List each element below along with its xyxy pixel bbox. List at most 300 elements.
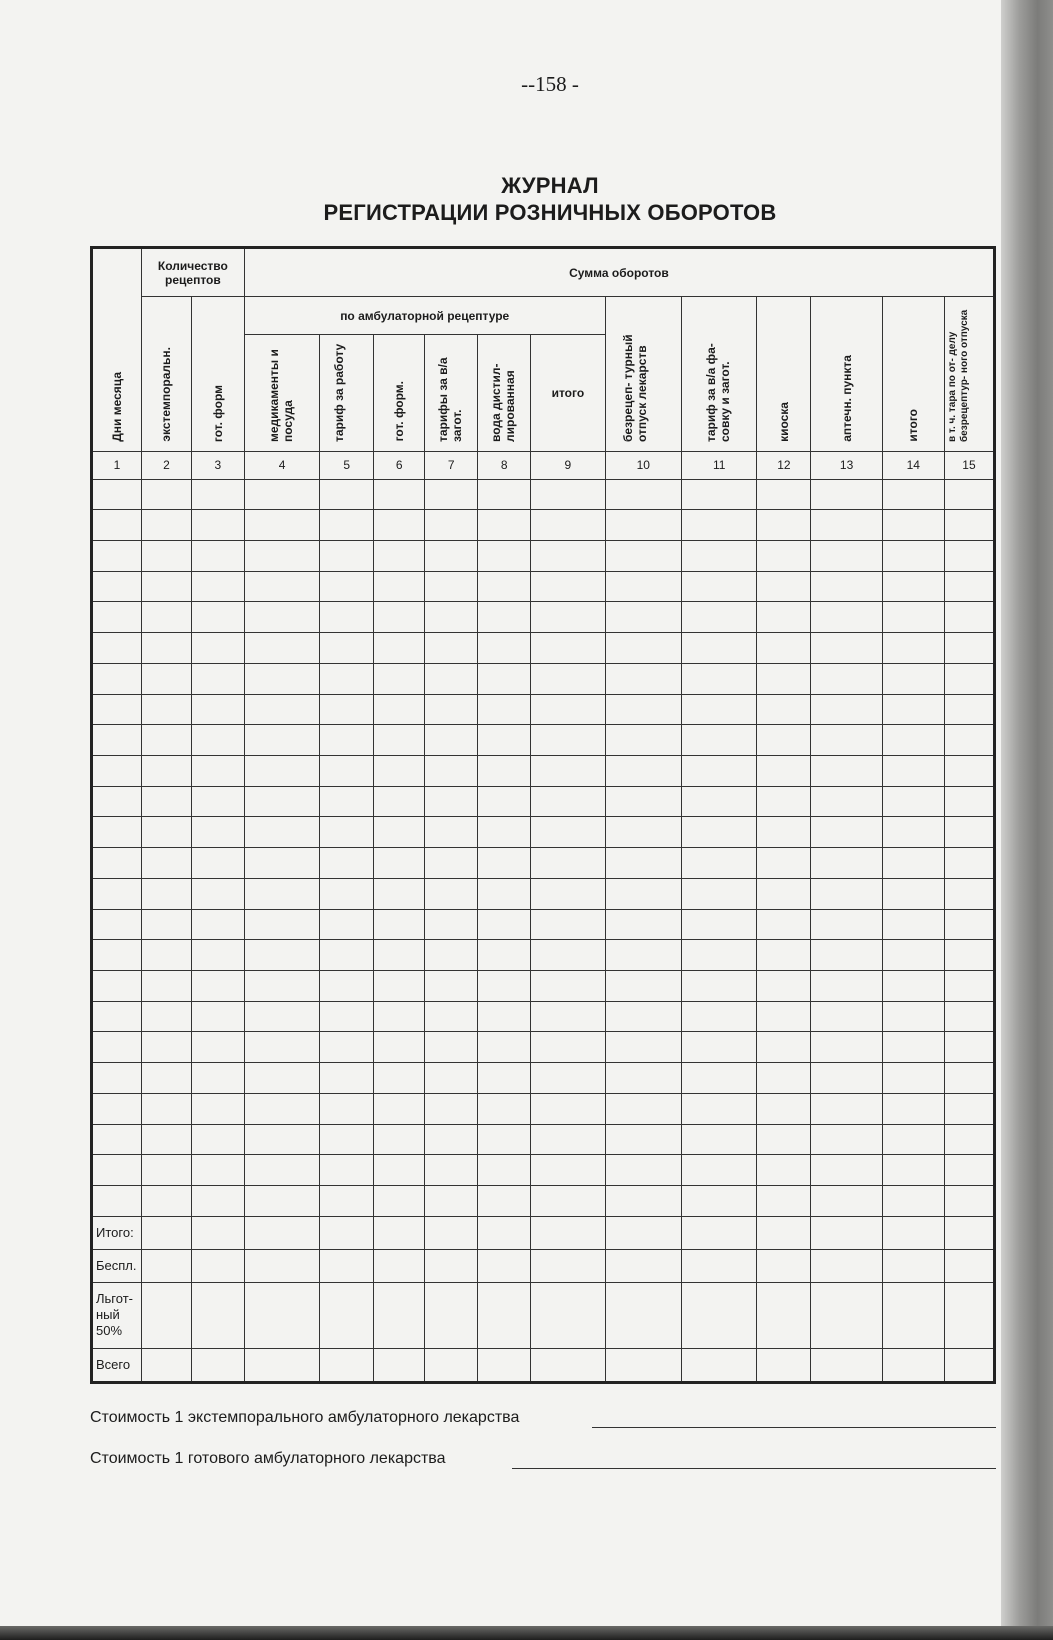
table-cell[interactable]	[531, 571, 605, 602]
table-cell[interactable]	[757, 1063, 811, 1094]
table-cell[interactable]	[944, 878, 994, 909]
table-cell[interactable]	[605, 479, 681, 510]
table-cell[interactable]	[244, 848, 319, 879]
table-cell[interactable]	[374, 725, 425, 756]
table-cell[interactable]	[191, 878, 244, 909]
table-cell[interactable]	[374, 633, 425, 664]
table-cell[interactable]	[92, 1186, 142, 1217]
table-cell[interactable]	[478, 971, 531, 1002]
table-cell[interactable]	[141, 878, 191, 909]
table-cell[interactable]	[320, 755, 374, 786]
table-cell[interactable]	[374, 1155, 425, 1186]
table-cell[interactable]	[191, 1186, 244, 1217]
table-cell[interactable]	[882, 633, 944, 664]
table-cell[interactable]	[478, 602, 531, 633]
table-cell[interactable]	[682, 878, 757, 909]
table-cell[interactable]	[682, 694, 757, 725]
table-cell[interactable]	[244, 940, 319, 971]
table-cell[interactable]	[478, 755, 531, 786]
table-cell[interactable]	[811, 971, 882, 1002]
table-cell[interactable]	[605, 786, 681, 817]
table-cell[interactable]	[191, 479, 244, 510]
table-cell[interactable]	[757, 909, 811, 940]
table-cell[interactable]	[92, 878, 142, 909]
table-cell[interactable]	[425, 663, 478, 694]
table-cell[interactable]	[682, 725, 757, 756]
table-cell[interactable]	[141, 540, 191, 571]
table-cell[interactable]	[425, 786, 478, 817]
table-cell[interactable]	[141, 909, 191, 940]
table-cell[interactable]	[811, 909, 882, 940]
table-cell[interactable]	[682, 1063, 757, 1094]
table-cell[interactable]	[191, 817, 244, 848]
table-cell[interactable]	[244, 1186, 319, 1217]
table-cell[interactable]	[757, 1093, 811, 1124]
table-cell[interactable]	[425, 633, 478, 664]
table-cell[interactable]	[605, 725, 681, 756]
table-cell[interactable]	[191, 725, 244, 756]
table-cell[interactable]	[682, 1093, 757, 1124]
table-cell[interactable]	[374, 1032, 425, 1063]
table-cell[interactable]	[320, 971, 374, 1002]
table-cell[interactable]	[374, 694, 425, 725]
table-cell[interactable]	[605, 1186, 681, 1217]
table-cell[interactable]	[92, 663, 142, 694]
table-cell[interactable]	[882, 540, 944, 571]
table-cell[interactable]	[374, 755, 425, 786]
table-cell[interactable]	[191, 755, 244, 786]
table-cell[interactable]	[425, 971, 478, 1002]
table-cell[interactable]	[882, 1032, 944, 1063]
table-cell[interactable]	[531, 971, 605, 1002]
table-cell[interactable]	[92, 909, 142, 940]
table-cell[interactable]	[605, 940, 681, 971]
table-cell[interactable]	[191, 971, 244, 1002]
table-cell[interactable]	[944, 602, 994, 633]
table-cell[interactable]	[944, 694, 994, 725]
table-cell[interactable]	[478, 786, 531, 817]
table-cell[interactable]	[605, 848, 681, 879]
table-cell[interactable]	[682, 510, 757, 541]
table-cell[interactable]	[478, 510, 531, 541]
table-cell[interactable]	[425, 1001, 478, 1032]
table-cell[interactable]	[682, 909, 757, 940]
table-cell[interactable]	[605, 1124, 681, 1155]
table-cell[interactable]	[374, 1186, 425, 1217]
table-cell[interactable]	[757, 725, 811, 756]
table-cell[interactable]	[605, 909, 681, 940]
table-cell[interactable]	[425, 1032, 478, 1063]
table-cell[interactable]	[882, 1124, 944, 1155]
table-cell[interactable]	[811, 1001, 882, 1032]
table-cell[interactable]	[374, 971, 425, 1002]
table-cell[interactable]	[141, 1155, 191, 1186]
table-cell[interactable]	[92, 540, 142, 571]
table-cell[interactable]	[244, 1124, 319, 1155]
table-cell[interactable]	[244, 725, 319, 756]
table-cell[interactable]	[478, 817, 531, 848]
table-cell[interactable]	[811, 786, 882, 817]
table-cell[interactable]	[531, 602, 605, 633]
table-cell[interactable]	[531, 725, 605, 756]
fill-line-extemporal[interactable]	[592, 1427, 996, 1428]
table-cell[interactable]	[191, 571, 244, 602]
table-cell[interactable]	[811, 510, 882, 541]
table-cell[interactable]	[811, 540, 882, 571]
table-cell[interactable]	[531, 755, 605, 786]
table-cell[interactable]	[605, 1001, 681, 1032]
table-cell[interactable]	[374, 909, 425, 940]
table-cell[interactable]	[882, 571, 944, 602]
table-cell[interactable]	[605, 971, 681, 1002]
table-cell[interactable]	[425, 479, 478, 510]
table-cell[interactable]	[531, 878, 605, 909]
table-cell[interactable]	[320, 1032, 374, 1063]
table-cell[interactable]	[92, 571, 142, 602]
table-cell[interactable]	[320, 940, 374, 971]
table-cell[interactable]	[141, 1186, 191, 1217]
table-cell[interactable]	[682, 786, 757, 817]
table-cell[interactable]	[811, 663, 882, 694]
table-cell[interactable]	[882, 694, 944, 725]
table-cell[interactable]	[320, 602, 374, 633]
table-cell[interactable]	[682, 540, 757, 571]
table-cell[interactable]	[944, 909, 994, 940]
table-cell[interactable]	[944, 540, 994, 571]
table-cell[interactable]	[882, 971, 944, 1002]
table-cell[interactable]	[478, 663, 531, 694]
table-cell[interactable]	[374, 510, 425, 541]
table-cell[interactable]	[244, 971, 319, 1002]
table-cell[interactable]	[605, 1032, 681, 1063]
table-cell[interactable]	[320, 848, 374, 879]
table-cell[interactable]	[944, 848, 994, 879]
table-cell[interactable]	[92, 1063, 142, 1094]
table-cell[interactable]	[425, 1124, 478, 1155]
table-cell[interactable]	[478, 1063, 531, 1094]
table-cell[interactable]	[244, 1093, 319, 1124]
table-cell[interactable]	[682, 848, 757, 879]
table-cell[interactable]	[374, 540, 425, 571]
table-cell[interactable]	[425, 878, 478, 909]
table-cell[interactable]	[531, 1155, 605, 1186]
table-cell[interactable]	[811, 694, 882, 725]
table-cell[interactable]	[605, 878, 681, 909]
table-cell[interactable]	[191, 848, 244, 879]
table-cell[interactable]	[374, 848, 425, 879]
table-cell[interactable]	[882, 479, 944, 510]
table-cell[interactable]	[244, 602, 319, 633]
table-cell[interactable]	[882, 663, 944, 694]
table-cell[interactable]	[757, 848, 811, 879]
table-cell[interactable]	[425, 1155, 478, 1186]
table-cell[interactable]	[882, 1063, 944, 1094]
table-cell[interactable]	[882, 1155, 944, 1186]
table-cell[interactable]	[811, 940, 882, 971]
table-cell[interactable]	[531, 848, 605, 879]
table-cell[interactable]	[191, 602, 244, 633]
table-cell[interactable]	[425, 755, 478, 786]
table-cell[interactable]	[682, 940, 757, 971]
table-cell[interactable]	[811, 1093, 882, 1124]
table-cell[interactable]	[191, 940, 244, 971]
table-cell[interactable]	[92, 479, 142, 510]
table-cell[interactable]	[531, 479, 605, 510]
table-cell[interactable]	[478, 540, 531, 571]
table-cell[interactable]	[374, 817, 425, 848]
table-cell[interactable]	[374, 878, 425, 909]
table-cell[interactable]	[882, 1186, 944, 1217]
table-cell[interactable]	[92, 817, 142, 848]
table-cell[interactable]	[811, 479, 882, 510]
table-cell[interactable]	[882, 817, 944, 848]
table-cell[interactable]	[944, 1155, 994, 1186]
table-cell[interactable]	[425, 1186, 478, 1217]
table-cell[interactable]	[478, 1186, 531, 1217]
table-cell[interactable]	[605, 571, 681, 602]
table-cell[interactable]	[191, 1032, 244, 1063]
table-cell[interactable]	[882, 510, 944, 541]
table-cell[interactable]	[374, 1063, 425, 1094]
table-cell[interactable]	[757, 540, 811, 571]
table-cell[interactable]	[757, 571, 811, 602]
table-cell[interactable]	[944, 1001, 994, 1032]
table-cell[interactable]	[682, 663, 757, 694]
table-cell[interactable]	[811, 878, 882, 909]
table-cell[interactable]	[882, 940, 944, 971]
table-cell[interactable]	[882, 878, 944, 909]
table-cell[interactable]	[811, 1063, 882, 1094]
table-cell[interactable]	[425, 540, 478, 571]
table-cell[interactable]	[478, 571, 531, 602]
table-cell[interactable]	[374, 1093, 425, 1124]
table-cell[interactable]	[141, 479, 191, 510]
table-cell[interactable]	[141, 817, 191, 848]
table-cell[interactable]	[320, 633, 374, 664]
table-cell[interactable]	[882, 1001, 944, 1032]
table-cell[interactable]	[757, 817, 811, 848]
table-cell[interactable]	[811, 571, 882, 602]
table-cell[interactable]	[320, 540, 374, 571]
table-cell[interactable]	[811, 602, 882, 633]
table-cell[interactable]	[811, 1124, 882, 1155]
table-cell[interactable]	[478, 1155, 531, 1186]
table-cell[interactable]	[92, 602, 142, 633]
table-cell[interactable]	[605, 1093, 681, 1124]
table-cell[interactable]	[320, 786, 374, 817]
table-cell[interactable]	[425, 940, 478, 971]
table-cell[interactable]	[191, 694, 244, 725]
table-cell[interactable]	[141, 971, 191, 1002]
table-cell[interactable]	[92, 971, 142, 1002]
table-cell[interactable]	[882, 786, 944, 817]
table-cell[interactable]	[531, 540, 605, 571]
table-cell[interactable]	[191, 1155, 244, 1186]
table-cell[interactable]	[757, 694, 811, 725]
table-cell[interactable]	[244, 909, 319, 940]
table-cell[interactable]	[191, 663, 244, 694]
table-cell[interactable]	[605, 663, 681, 694]
table-cell[interactable]	[478, 694, 531, 725]
table-cell[interactable]	[244, 540, 319, 571]
table-cell[interactable]	[944, 479, 994, 510]
table-cell[interactable]	[141, 1063, 191, 1094]
table-cell[interactable]	[944, 971, 994, 1002]
table-cell[interactable]	[478, 479, 531, 510]
table-cell[interactable]	[191, 510, 244, 541]
table-cell[interactable]	[811, 1186, 882, 1217]
table-cell[interactable]	[425, 571, 478, 602]
table-cell[interactable]	[605, 694, 681, 725]
table-cell[interactable]	[244, 878, 319, 909]
table-cell[interactable]	[425, 1063, 478, 1094]
table-cell[interactable]	[244, 786, 319, 817]
table-cell[interactable]	[682, 479, 757, 510]
table-cell[interactable]	[811, 755, 882, 786]
table-cell[interactable]	[757, 1186, 811, 1217]
table-cell[interactable]	[478, 1093, 531, 1124]
table-cell[interactable]	[531, 940, 605, 971]
table-cell[interactable]	[757, 878, 811, 909]
table-cell[interactable]	[92, 940, 142, 971]
fill-line-ready[interactable]	[512, 1468, 996, 1469]
table-cell[interactable]	[944, 1032, 994, 1063]
table-cell[interactable]	[320, 1001, 374, 1032]
table-cell[interactable]	[425, 725, 478, 756]
table-cell[interactable]	[757, 971, 811, 1002]
table-cell[interactable]	[682, 1186, 757, 1217]
table-cell[interactable]	[425, 848, 478, 879]
table-cell[interactable]	[141, 725, 191, 756]
table-cell[interactable]	[478, 1032, 531, 1063]
table-cell[interactable]	[811, 848, 882, 879]
table-cell[interactable]	[320, 878, 374, 909]
table-cell[interactable]	[478, 848, 531, 879]
table-cell[interactable]	[682, 1001, 757, 1032]
table-cell[interactable]	[244, 633, 319, 664]
table-cell[interactable]	[244, 755, 319, 786]
table-cell[interactable]	[944, 663, 994, 694]
table-cell[interactable]	[141, 694, 191, 725]
table-cell[interactable]	[531, 694, 605, 725]
table-cell[interactable]	[682, 602, 757, 633]
table-cell[interactable]	[92, 755, 142, 786]
table-cell[interactable]	[605, 540, 681, 571]
table-cell[interactable]	[682, 1124, 757, 1155]
table-cell[interactable]	[244, 1032, 319, 1063]
table-cell[interactable]	[374, 786, 425, 817]
table-cell[interactable]	[682, 633, 757, 664]
table-cell[interactable]	[141, 848, 191, 879]
table-cell[interactable]	[191, 1063, 244, 1094]
table-cell[interactable]	[531, 1124, 605, 1155]
table-cell[interactable]	[320, 663, 374, 694]
table-cell[interactable]	[141, 940, 191, 971]
table-cell[interactable]	[478, 725, 531, 756]
table-cell[interactable]	[882, 848, 944, 879]
table-cell[interactable]	[374, 1124, 425, 1155]
table-cell[interactable]	[757, 602, 811, 633]
table-cell[interactable]	[757, 1155, 811, 1186]
table-cell[interactable]	[531, 1063, 605, 1094]
table-cell[interactable]	[141, 1032, 191, 1063]
table-cell[interactable]	[944, 571, 994, 602]
table-cell[interactable]	[374, 571, 425, 602]
table-cell[interactable]	[320, 571, 374, 602]
table-cell[interactable]	[374, 602, 425, 633]
table-cell[interactable]	[478, 1124, 531, 1155]
table-cell[interactable]	[944, 1186, 994, 1217]
table-cell[interactable]	[374, 940, 425, 971]
table-cell[interactable]	[320, 1124, 374, 1155]
table-cell[interactable]	[531, 1032, 605, 1063]
table-cell[interactable]	[811, 1155, 882, 1186]
table-cell[interactable]	[757, 786, 811, 817]
table-cell[interactable]	[944, 940, 994, 971]
table-cell[interactable]	[757, 1032, 811, 1063]
table-cell[interactable]	[944, 755, 994, 786]
table-cell[interactable]	[374, 479, 425, 510]
table-cell[interactable]	[944, 817, 994, 848]
table-cell[interactable]	[682, 1155, 757, 1186]
table-cell[interactable]	[757, 510, 811, 541]
table-cell[interactable]	[882, 909, 944, 940]
table-cell[interactable]	[320, 1093, 374, 1124]
table-cell[interactable]	[531, 663, 605, 694]
table-cell[interactable]	[944, 633, 994, 664]
table-cell[interactable]	[320, 694, 374, 725]
table-cell[interactable]	[141, 755, 191, 786]
table-cell[interactable]	[425, 909, 478, 940]
table-cell[interactable]	[191, 540, 244, 571]
table-cell[interactable]	[320, 817, 374, 848]
table-cell[interactable]	[605, 817, 681, 848]
table-cell[interactable]	[141, 1001, 191, 1032]
table-cell[interactable]	[244, 479, 319, 510]
table-cell[interactable]	[92, 848, 142, 879]
table-cell[interactable]	[191, 1001, 244, 1032]
table-cell[interactable]	[531, 1093, 605, 1124]
table-cell[interactable]	[92, 786, 142, 817]
table-cell[interactable]	[944, 786, 994, 817]
table-cell[interactable]	[244, 694, 319, 725]
table-cell[interactable]	[244, 1001, 319, 1032]
table-cell[interactable]	[757, 663, 811, 694]
table-cell[interactable]	[141, 1124, 191, 1155]
table-cell[interactable]	[244, 510, 319, 541]
table-cell[interactable]	[605, 510, 681, 541]
table-cell[interactable]	[478, 1001, 531, 1032]
table-cell[interactable]	[605, 1063, 681, 1094]
table-cell[interactable]	[944, 725, 994, 756]
table-cell[interactable]	[320, 1155, 374, 1186]
table-cell[interactable]	[320, 479, 374, 510]
table-cell[interactable]	[425, 1093, 478, 1124]
table-cell[interactable]	[92, 1124, 142, 1155]
table-cell[interactable]	[244, 1063, 319, 1094]
table-cell[interactable]	[141, 663, 191, 694]
table-cell[interactable]	[478, 633, 531, 664]
table-cell[interactable]	[244, 1155, 319, 1186]
table-cell[interactable]	[92, 1155, 142, 1186]
table-cell[interactable]	[191, 1093, 244, 1124]
table-cell[interactable]	[531, 1186, 605, 1217]
table-cell[interactable]	[191, 909, 244, 940]
table-cell[interactable]	[944, 1124, 994, 1155]
table-cell[interactable]	[811, 633, 882, 664]
table-cell[interactable]	[191, 786, 244, 817]
table-cell[interactable]	[244, 817, 319, 848]
